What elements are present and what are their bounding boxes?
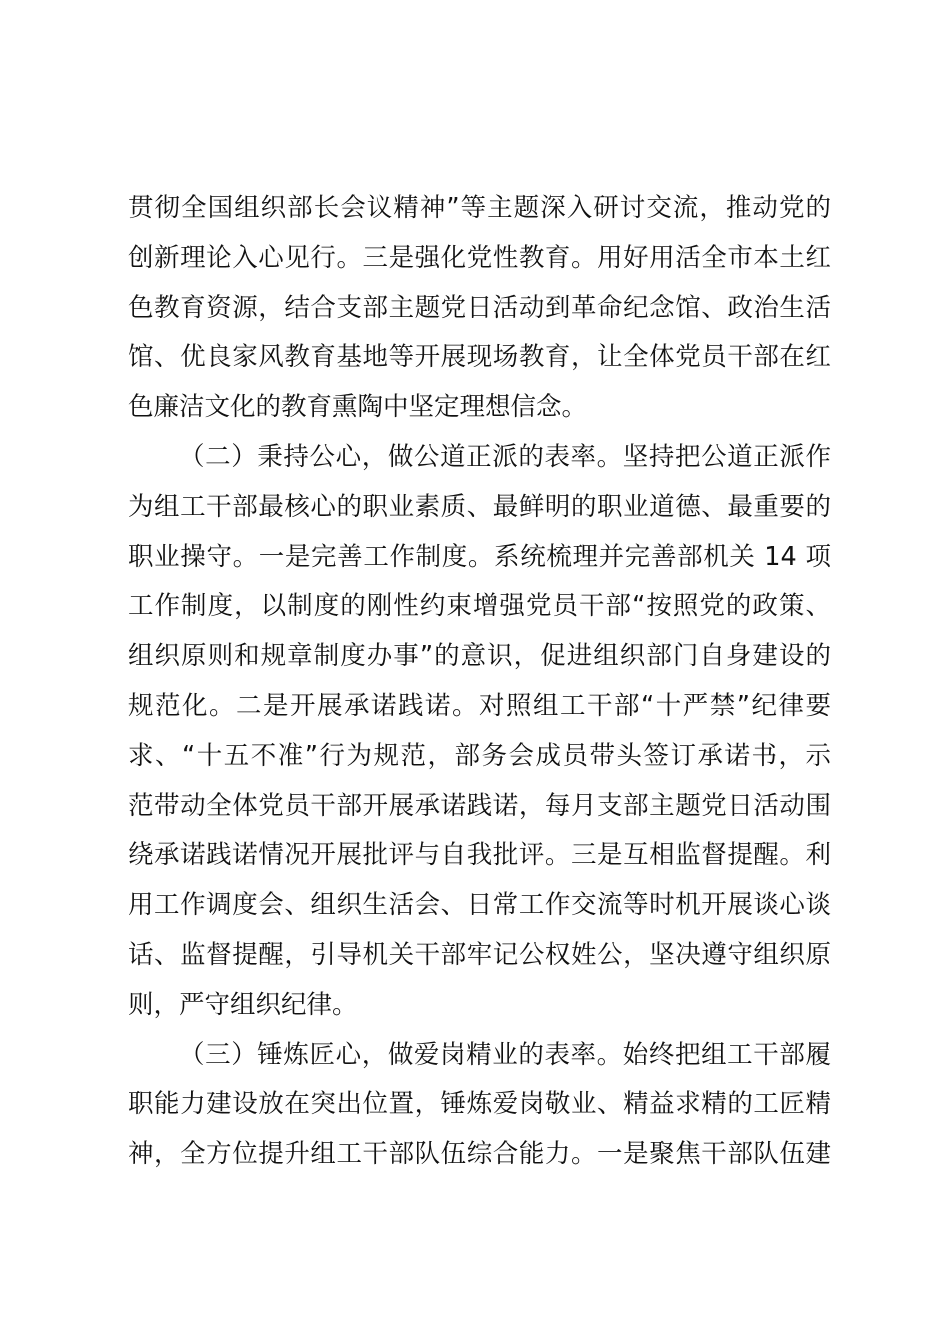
text-line: 创新理论入心见行。三是强化党性教育。用好用活全市本土红 [128,242,831,273]
text-line: 职业操守。一是完善工作制度。系统梳理并完善部机关 14 项 [128,541,831,572]
text-line: 神，全方位提升组工干部队伍综合能力。一是聚焦干部队伍建 [128,1139,831,1170]
text-line: 求、“十五不准”行为规范，部务会成员带头签订承诺书，示 [128,740,831,771]
text-line: 用工作调度会、组织生活会、日常工作交流等时机开展谈心谈 [128,890,831,921]
text-line: 规范化。二是开展承诺践诺。对照组工干部“十严禁”纪律要 [128,690,831,721]
text-line: 范带动全体党员干部开展承诺践诺，每月支部主题党日活动围 [128,790,831,821]
text-line: 组织原则和规章制度办事”的意识，促进组织部门自身建设的 [128,641,831,672]
text-line: 色教育资源，结合支部主题党日活动到革命纪念馆、政治生活 [128,292,831,323]
section-heading-line: （二）秉持公心，做公道正派的表率。坚持把公道正派作 [179,441,831,472]
text-line: 贯彻全国组织部长会议精神”等主题深入研讨交流，推动党的 [128,193,831,223]
document-body [128,184,831,1180]
text-line: 为组工干部最核心的职业素质、最鲜明的职业道德、最重要的 [128,491,831,522]
text-line: 绕承诺践诺情况开展批评与自我批评。三是互相监督提醒。利 [128,840,831,871]
text-line: 馆、优良家风教育基地等开展现场教育，让全体党员干部在红 [128,342,831,373]
text-line: 话、监督提醒，引导机关干部牢记公权姓公，坚决遵守组织原 [128,939,831,970]
text-line: 色廉洁文化的教育熏陶中坚定理想信念。 [128,392,588,423]
text-line: 则，严守组织纪律。 [128,989,358,1020]
section-heading-line: （三）锤炼匠心，做爱岗精业的表率。始终把组工干部履 [179,1039,831,1070]
text-line: 工作制度，以制度的刚性约束增强党员干部“按照党的政策、 [128,591,831,622]
text-line: 职能力建设放在突出位置，锤炼爱岗敬业、精益求精的工匠精 [128,1089,831,1120]
